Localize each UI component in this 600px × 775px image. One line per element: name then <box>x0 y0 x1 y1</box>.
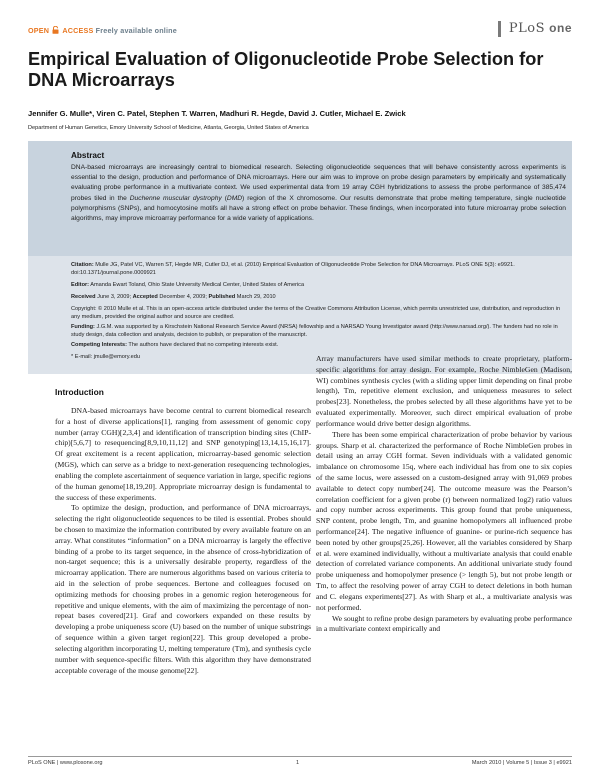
left-column <box>55 406 311 676</box>
open-lock-icon <box>52 26 59 36</box>
intro-heading: Introduction <box>55 387 104 397</box>
paragraph: There has been some empirical characterization of probe behavior by various groups. Sharp et al. characterized the performance of Roche NimbleGen probes in detail using an array CGH format. Seven individuals with a validated genomic imbalance on chromosome 15q, where each individual has from one to six copies of the same locus, were assessed on a custom-designed array with 91,069 probes available to detect copy number[24]. The outcome measure was the Pearson’s correlation coefficient for a given probe (r) between normalized log2) ratio values and copy number across experiments. This group found that probe uniqueness, SNP content, probe length, Tm, and guanine homopolymers all influenced probe performance[24]. The negative influence of guanine- or purine-rich sequence has been noted by other groups[25,26]. However, all the variables considered by Sharp et al. were examined individually, without a multivariate analysis that could enable detection of correlated variance components. An additional univariate study found probe uniqueness and homopolymer presence (> length 5), but not probe length or Tm, to affect the resolving power of array CGH to detect deletions in both human and C. elegans experiments[27]. As with Sharp et al., a multivariate analysis was not performed. <box>316 429 572 612</box>
journal-logo <box>498 20 572 37</box>
access-label: ACCESS <box>62 26 94 35</box>
paragraph: To optimize the design, production, and performance of DNA microarrays, selecting the right oligonucleotide sequences to be tiled is essential. Probes should be chosen to maximize the information contributed by every available feature on an array. What constitutes “information” on a DNA microarray is largely the effective binding of a probe to its target sequence, in the absence of cross-hybridization of non-target sequence; this is a universally desirable property, regardless of the microarray application. There are numerous algorithms based on various criteria to aid in the selection of probe sequences. Bertone and colleagues focused on optimizing methods for choosing probes in a genomic region heterogeneous for repetitive and unique elements, with the aim of maximizing the percentage of non-repeat bases covered[21]. Graf and coworkers expanded on these results by developing a probe uniqueness score (U) based on the number of unique substrings of sequence within a given target region[22]. This group developed a probe-selecting algorithm incorporating U, melting temperature (Tm), and synthesis cycle number with sequence-specific filters. With this algorithm they have demonstrated acceptable coverage of the mouse genome[22]. <box>55 503 311 675</box>
logo-bar-icon <box>498 21 501 37</box>
free-available-label: Freely available online <box>95 26 177 35</box>
paragraph: We sought to refine probe design parameters by evaluating probe performance in a multivariate context empirically and <box>316 613 572 634</box>
logo-one: one <box>549 21 572 35</box>
page-number: 1 <box>296 760 300 766</box>
page-footer <box>28 756 572 768</box>
editor: Editor: Amanda Ewart Toland, Ohio State University Medical Center, United States of America <box>71 282 305 288</box>
author-list: Jennifer G. Mulle*, Viren C. Patel, Stephen T. Warren, Madhuri R. Hegde, David J. Cutler, Michael E. Zwick <box>28 109 406 118</box>
dates: Received June 3, 2009; Accepted December 4, 2009; Published March 29, 2010 <box>71 294 276 300</box>
abstract-heading: Abstract <box>71 151 105 160</box>
footer-issue: March 2010 | Volume 5 | Issue 3 | e9921 <box>471 760 572 766</box>
paragraph: Array manufacturers have used similar methods to create proprietary, platform-specific algorithms for array design. For example, Roche NimbleGen (Madison, WI) combines synthesis cycles (with a sliding upper limit depending on final probe length), Tm, repetitive element exclusion, and uniqueness measures to select probes[23]. Nonetheless, the probes selected by all these algorithms have yet to be evaluated experimentally. Moreover, such direct empirical evaluation of probe performance would drive better design algorithms. <box>316 354 572 428</box>
paragraph: DNA-based microarrays have become central to current biomedical research for a host of diverse applications[1], ranging from assessment of genomic copy number (array CGH)[2,3,4] and identification of transcription binding sites (ChIP-chip)[5,6,7] to resequencing[8,9,10,11,12] and SNP genotyping[13,14,15,16,17]. Of great excitement is a recent application, microarray-based genomic selection (MGS), which can serve as a bridge to next-generation resequencing technologies, enabling the complete ascertainment of sequence variation in large, specific regions of the human genome[18,19,20]. Appropriate microarray design is fundamental to the success of these experiments. <box>55 406 311 502</box>
article-title: Empirical Evaluation of Oligonucleotide Probe Selection for DNA Microarrays <box>28 49 544 90</box>
top-bar <box>28 20 572 44</box>
open-access-badge <box>28 26 177 36</box>
footer-journal[interactable]: PLoS ONE | www.plosone.org <box>28 760 103 766</box>
citation: Citation: Mulle JG, Patel VC, Warren ST, Hegde MR, Cutler DJ, et al. (2010) Empirical Evaluation of Oligonucleotide Probe Selection for DNA Microarrays. PLoS ONE 5(3): e9921. doi:10.1371/journal.pone.0009921 <box>71 262 515 276</box>
email-link[interactable]: * E-mail: jmulle@emory.edu <box>71 354 140 360</box>
affiliation: Department of Human Genetics, Emory University School of Medicine, Atlanta, Georgia, United States of America <box>28 125 309 131</box>
footer-rule <box>28 756 572 757</box>
abstract-text: DNA-based microarrays are increasingly central to biomedical research. Selecting oligonucleotide sequences that will behave consistently across experiments is essential to the design, production and performance of DNA microarrays. Here our aim was to improve on probe design parameters by empirically and systematically evaluating probe performance in a multivariate context. We used experimental data from 19 array CGH hybridizations to assess the probe performance of 385,474 probes tiled in the Duchenne muscular dystrophy (DMD) region of the X chromosome. Our results demonstrate that probe melting temperature, single nucleotide polymorphisms (SNPs), and homocytosine motifs all have a strong effect on probe behavior. These findings, when incorporated into future microarray probe selection algorithms, may improve microarray performance for a wide variety of applications. <box>71 164 566 223</box>
competing-interests: Competing Interests: The authors have declared that no competing interests exist. <box>71 342 279 348</box>
copyright: Copyright: © 2010 Mulle et al. This is an open-access article distributed under the terms of the Creative Commons Attribution License, which permits unrestricted use, distribution, and reproduction in any medium, provided the original author and source are credited. <box>71 306 561 320</box>
logo-plos: PLoS <box>508 21 546 36</box>
funding: Funding: J.G.M. was supported by a Kirschstein National Research Service Award (NRSA) fellowship and a NARSAD Young Investigator award (http://www.narsad.org/). The funders had no role in study design, data collection and analysis, decision to publish, or preparation of the manuscript. <box>71 324 558 338</box>
open-label: OPEN <box>28 26 50 35</box>
right-column <box>316 354 572 635</box>
